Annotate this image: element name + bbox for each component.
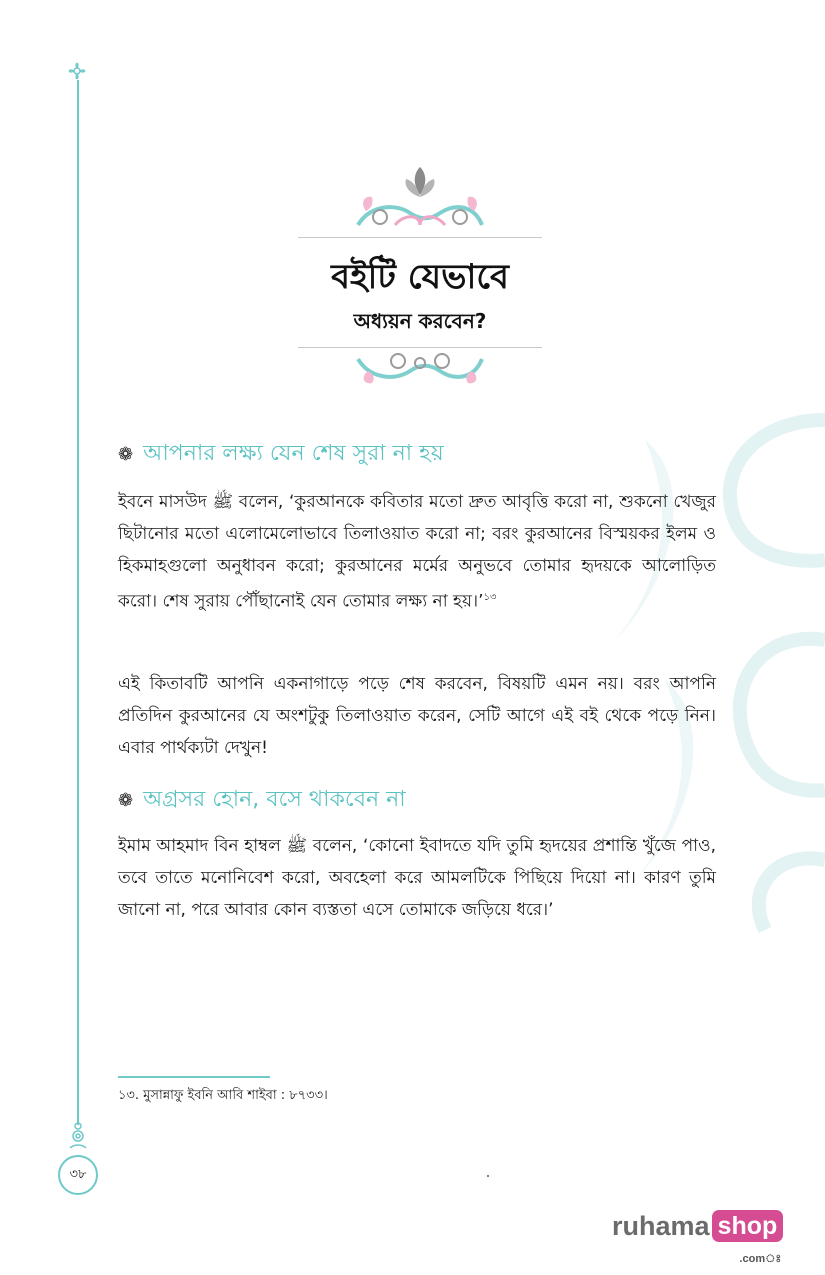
paragraph-1	[118, 486, 716, 618]
bottom-margin-ornament-icon	[58, 1118, 98, 1158]
chapter-subtitle: অধ্যয়ন করবেন?	[353, 309, 487, 333]
paragraph-3-text: ইমাম আহমাদ বিন হাম্বল ﷺ বলেন, ‘কোনো ইবাদতে যদি তুমি হৃদয়ের প্রশান্তি খুঁজে পাও, তবে তাতে মনোনিবেশ করো, অবহেলা করে আমলটিকে পিছিয়ে দিয়ো না। কারণ তুমি জানো না, পরে আবার কোন ব্যস্ততা এসে তোমাকে জড়িয়ে ধরে।’	[118, 836, 716, 920]
top-margin-ornament-icon	[62, 58, 92, 84]
flower-icon: ❁	[118, 444, 134, 465]
ruhama-shop-logo	[612, 1210, 783, 1265]
chapter-title-block	[298, 165, 542, 390]
chapter-title: বইটি যেভাবে	[331, 257, 509, 297]
flower-icon: ❁	[118, 790, 134, 811]
logo-badge	[712, 1210, 784, 1265]
section-heading-2	[118, 782, 406, 819]
section-heading-1	[118, 436, 444, 473]
paragraph-2	[118, 668, 716, 764]
paragraph-3	[118, 830, 716, 926]
logo-badge-text: shop	[717, 1212, 778, 1240]
paragraph-2-text: এই কিতাবটি আপনি একনাগাড়ে পড়ে শেষ করবেন, বিষয়টি এমন নয়। বরং আপনি প্রতিদিন কুরআনের যে অংশটুকু তিলাওয়াত করেন, সেটি আগে এই বই থেকে পড়ে নিন। এবার পার্থক্যটা দেখুন!	[118, 674, 716, 758]
logo-suffix: .comঃ	[739, 1253, 782, 1265]
section-heading-1-text: আপনার লক্ষ্য যেন শেষ সুরা না হয়	[143, 441, 444, 466]
title-rule-top	[298, 237, 542, 238]
footnote: ১৩. মুসান্নাফু ইবনি আবি শাইবা : ৮৭৩৩।	[118, 1088, 328, 1103]
section-heading-2-text: অগ্রসর হোন, বসে থাকবেন না	[143, 787, 406, 812]
logo-text: ruhama	[612, 1211, 710, 1241]
paragraph-1-text: ইবনে মাসউদ ﷺ বলেন, ‘কুরআনকে কবিতার মতো দ্রুত আবৃত্তি করো না, শুকনো খেজুর ছিটানোর মতো এলোমেলোভাবে তিলাওয়াত করো না; বরং কুরআনের বিস্ময়কর ইলম ও হিকমাহগুলো অনুধাবন করো; কুরআনের মর্মের অনুভবে তোমার হৃদয়কে আলোড়িত করো। শেষ সুরায় পৌঁছানোই যেন তোমার লক্ষ্য না হয়।’	[118, 492, 716, 612]
page-number: ৩৮	[58, 1155, 98, 1195]
footnote-rule	[118, 1076, 270, 1078]
margin-line	[77, 80, 79, 1125]
bottom-floral-ornament-icon	[350, 347, 490, 387]
top-floral-ornament-icon	[350, 165, 490, 235]
page-dot	[487, 1175, 489, 1177]
footnote-ref: ১৩	[483, 592, 497, 603]
